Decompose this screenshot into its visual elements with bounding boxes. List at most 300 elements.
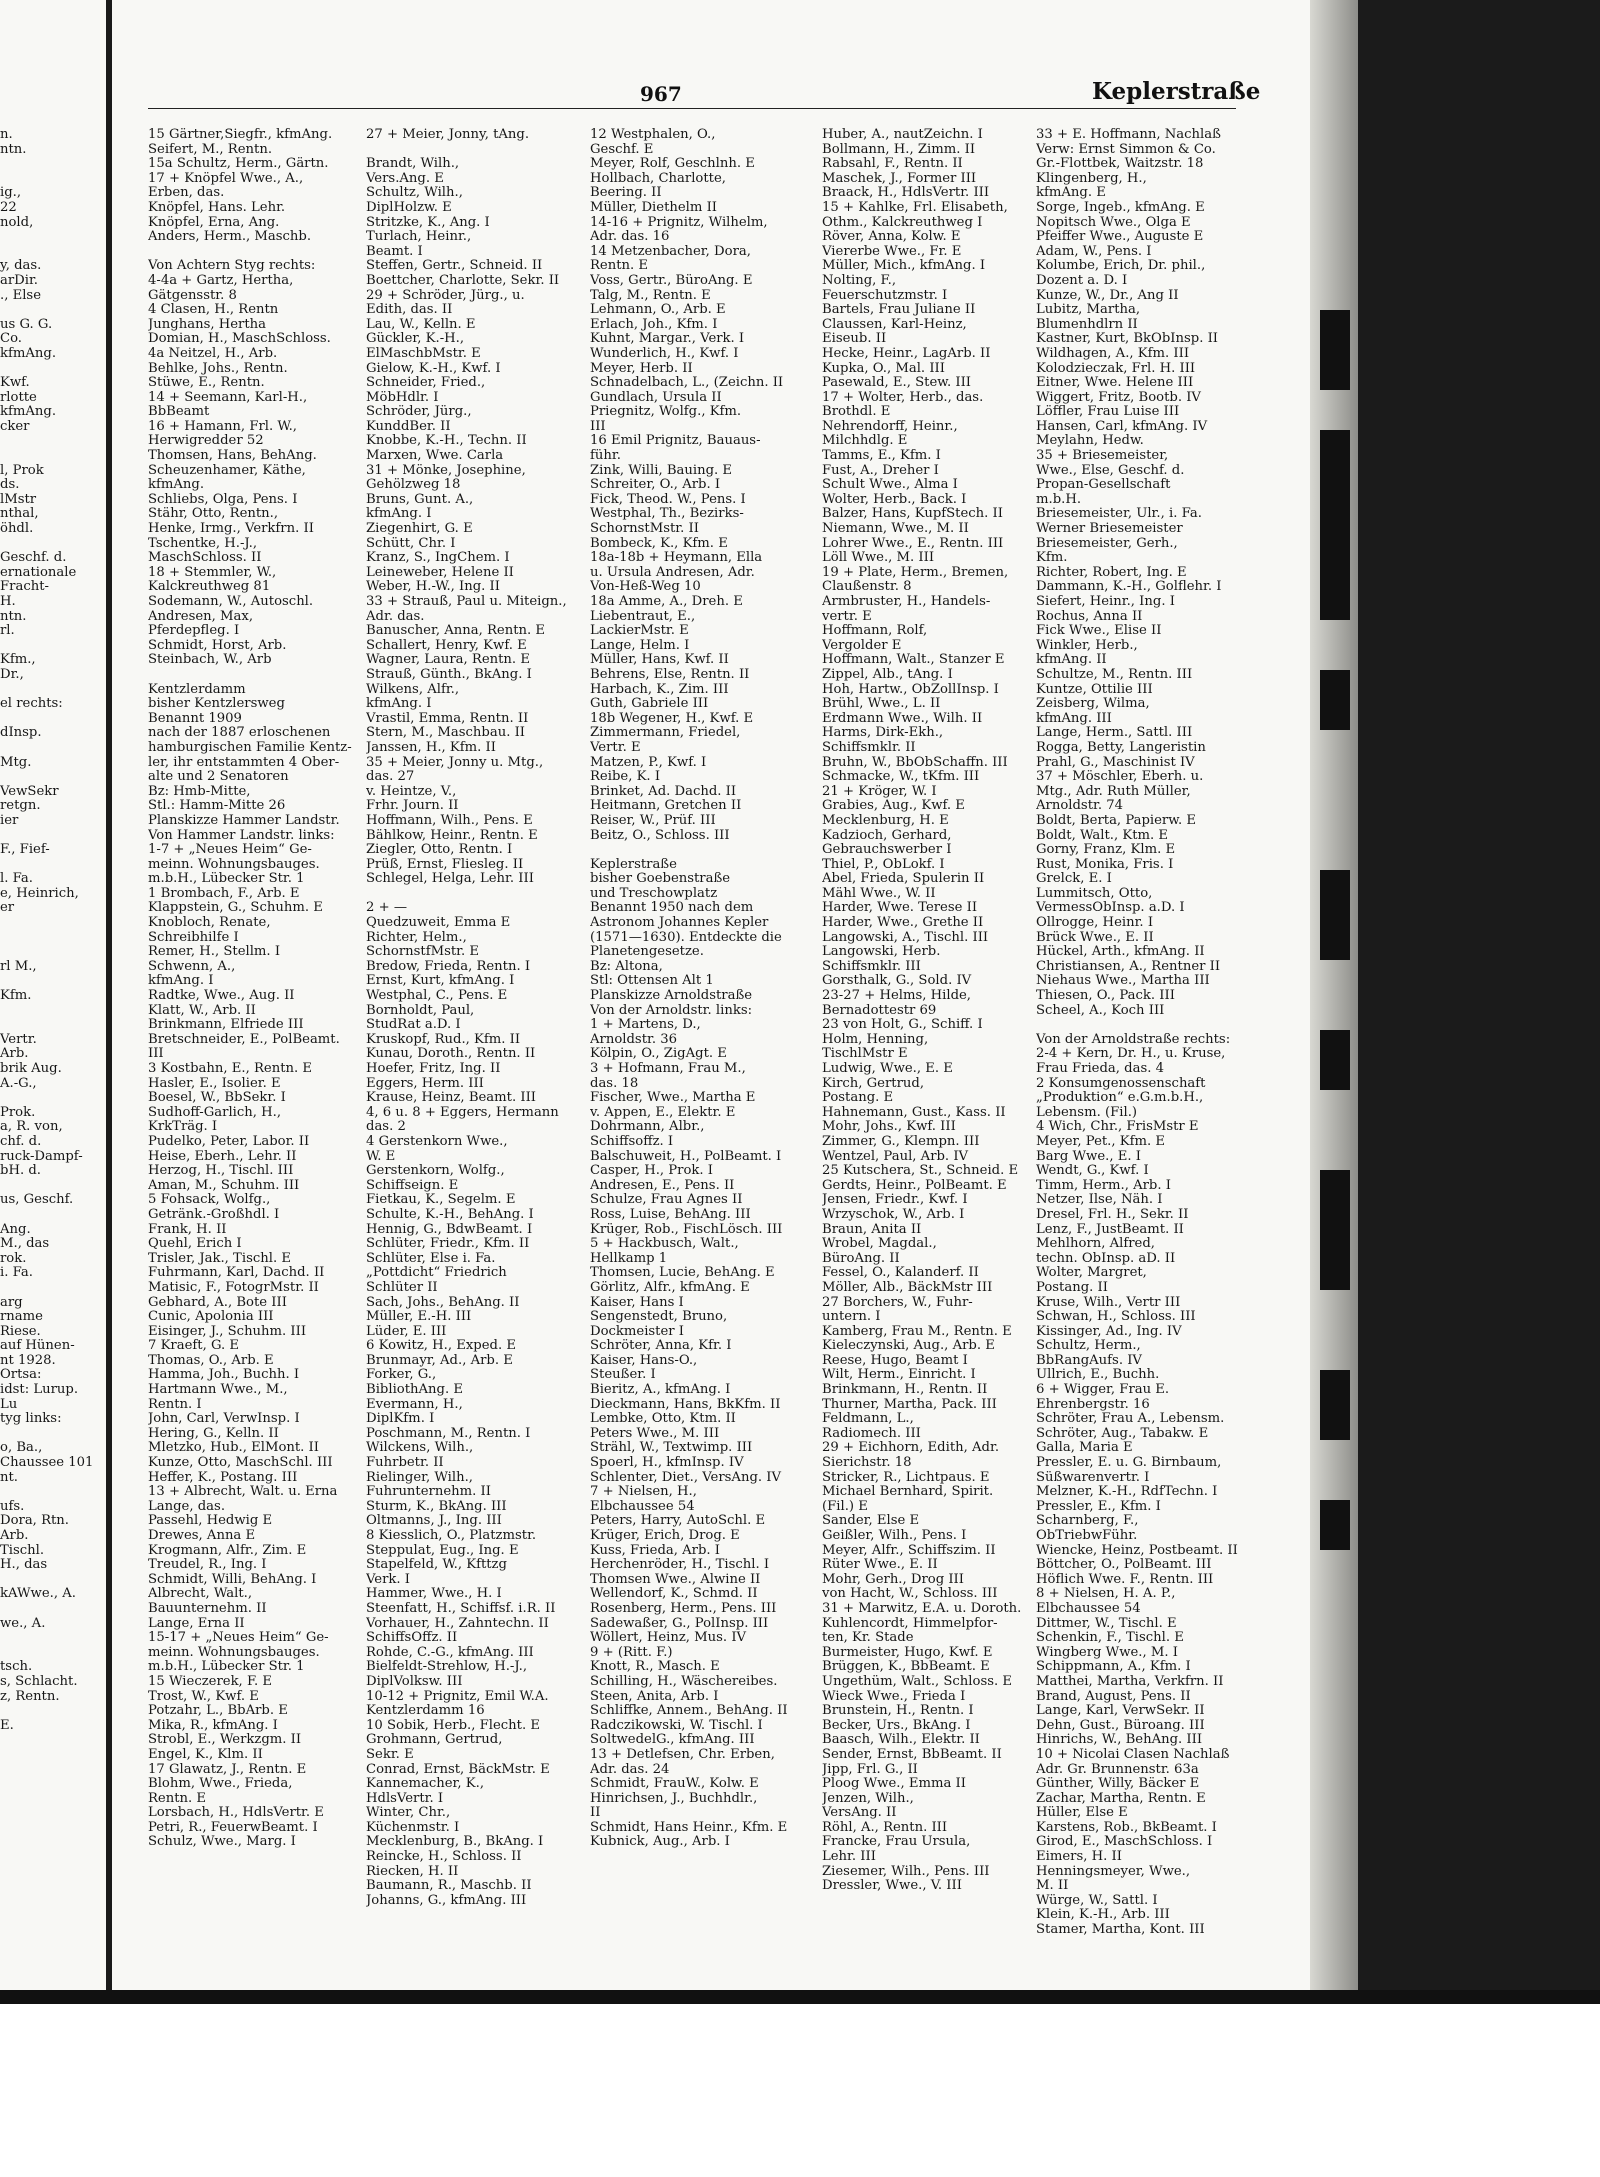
directory-line: kAWwe., A. bbox=[0, 1586, 76, 1602]
directory-line: Höflich Wwe. F., Rentn. III bbox=[1036, 1571, 1214, 1587]
directory-line bbox=[590, 843, 794, 858]
directory-line: Galla, Maria E bbox=[1036, 1440, 1133, 1456]
directory-line: Hollbach, Charlotte, bbox=[590, 170, 726, 186]
directory-line: Wilt, Herm., Einricht. I bbox=[822, 1367, 976, 1383]
directory-line: Schröter, Frau A., Lebensm. bbox=[1036, 1411, 1225, 1427]
directory-line: Schröder, Jürg., bbox=[366, 404, 472, 420]
directory-line: Schlenter, Diet., VersAng. IV bbox=[590, 1469, 782, 1485]
directory-line: 5 + Hackbusch, Walt., bbox=[590, 1236, 739, 1252]
directory-line: Strauß, Günth., BkAng. I bbox=[366, 666, 532, 682]
directory-line: Rentn. E bbox=[148, 1790, 207, 1806]
directory-line: Brand, August, Pens. II bbox=[1036, 1688, 1191, 1704]
directory-line: Michael Bernhard, Spirit. bbox=[822, 1484, 994, 1500]
directory-line: Schilling, H., Wäschereibes. bbox=[590, 1673, 778, 1689]
directory-line: Kruskopf, Rud., Kfm. II bbox=[366, 1031, 521, 1047]
directory-line: Fietkau, K., Segelm. E bbox=[366, 1192, 516, 1208]
directory-line: Eggers, Herm. III bbox=[366, 1075, 484, 1091]
directory-line: Niehaus Wwe., Martha III bbox=[1036, 973, 1210, 989]
directory-line: Arb. bbox=[0, 1528, 29, 1543]
directory-line: 18a-18b + Heymann, Ella bbox=[590, 550, 763, 566]
column-2 bbox=[366, 128, 574, 1908]
directory-line: Bielfeldt-Strehlow, H.-J., bbox=[366, 1659, 528, 1675]
directory-line: idst: Lurup. bbox=[0, 1382, 79, 1398]
directory-line: 7 + Nielsen, H., bbox=[590, 1484, 697, 1500]
directory-line: Claußenstr. 8 bbox=[822, 579, 912, 595]
directory-line: Henke, Irmg., Verkfrn. II bbox=[148, 521, 314, 537]
directory-line: Gerstenkorn, Wolfg., bbox=[366, 1163, 505, 1179]
directory-line: 15a Schultz, Herm., Gärtn. bbox=[148, 156, 329, 172]
directory-line: MöbHdlr. I bbox=[366, 389, 439, 405]
directory-line: Zeisberg, Wilma, bbox=[1036, 696, 1150, 712]
directory-line: Forker, G., bbox=[366, 1367, 437, 1383]
directory-line: kfmAng. III bbox=[1036, 710, 1112, 726]
directory-line: Müller, Mich., kfmAng. I bbox=[822, 258, 986, 274]
directory-line: „Pottdicht“ Friedrich bbox=[366, 1265, 507, 1281]
directory-line: arDir. bbox=[0, 272, 39, 288]
directory-line: bH. d. bbox=[0, 1163, 41, 1179]
directory-line: Junghans, Hertha bbox=[148, 316, 266, 332]
directory-line: Bredow, Frieda, Rentn. I bbox=[366, 958, 531, 974]
directory-line: m.b.H., Lübecker Str. 1 bbox=[148, 871, 305, 887]
directory-line: Karstens, Rob., BkBeamt. I bbox=[1036, 1819, 1217, 1835]
directory-line: l. Fa. bbox=[0, 871, 33, 887]
directory-line: Seifert, M., Rentn. bbox=[148, 141, 273, 157]
directory-line: ruck-Dampf- bbox=[0, 1148, 83, 1164]
directory-line bbox=[0, 712, 104, 727]
directory-line: „Produktion“ e.G.m.b.H., bbox=[1036, 1090, 1204, 1106]
directory-line bbox=[0, 639, 104, 654]
directory-line: 21 + Kröger, W. I bbox=[822, 783, 937, 799]
directory-line: 16 Emil Prignitz, Bauaus- bbox=[590, 433, 761, 449]
directory-line: Erdmann Wwe., Wilh. II bbox=[822, 710, 983, 726]
directory-line: Krüger, Rob., FischLösch. III bbox=[590, 1221, 783, 1237]
directory-line: techn. ObInsp. aD. II bbox=[1036, 1250, 1176, 1266]
directory-line: Aman, M., Schuhm. III bbox=[148, 1177, 300, 1193]
directory-line: Klingenberg, H., bbox=[1036, 170, 1147, 186]
directory-line: Elbchaussee 54 bbox=[1036, 1600, 1141, 1616]
directory-line: Kunze, Otto, MaschSchl. III bbox=[148, 1455, 333, 1471]
directory-line: Klatt, W., Arb. II bbox=[148, 1002, 256, 1018]
directory-line: Benannt 1909 bbox=[148, 710, 242, 726]
directory-line: Winter, Chr., bbox=[366, 1805, 451, 1821]
directory-line: Albrecht, Walt., bbox=[148, 1586, 253, 1602]
directory-line: Kubnick, Aug., Arb. I bbox=[590, 1834, 730, 1850]
directory-line: Scharnberg, F., bbox=[1036, 1513, 1139, 1529]
directory-line: Thurner, Martha, Pack. III bbox=[822, 1396, 997, 1412]
directory-line: rl. bbox=[0, 623, 15, 639]
directory-line: Knöpfel, Erna, Ang. bbox=[148, 214, 280, 230]
directory-line: Kaiser, Hans-O., bbox=[590, 1352, 698, 1368]
directory-line: Mtg. bbox=[0, 754, 32, 770]
directory-line: Vorhauer, H., Zahntechn. II bbox=[366, 1615, 549, 1631]
directory-line: Gorsthalk, G., Sold. IV bbox=[822, 973, 972, 989]
directory-line: Kannemacher, K., bbox=[366, 1776, 485, 1792]
directory-line: Kruse, Wilh., Vertr III bbox=[1036, 1294, 1181, 1310]
directory-line: Verw: Ernst Simmon & Co. bbox=[1036, 141, 1216, 157]
directory-line: Gr.-Flottbek, Waitzstr. 18 bbox=[1036, 156, 1204, 172]
directory-line: Reese, Hugo, Beamt I bbox=[822, 1352, 968, 1368]
directory-line: s, Schlacht. bbox=[0, 1673, 78, 1689]
directory-line: Knöpfel, Hans. Lehr. bbox=[148, 199, 286, 215]
directory-line: Treudel, R., Ing. I bbox=[148, 1557, 267, 1573]
directory-line: Trisler, Jak., Tischl. E bbox=[148, 1250, 291, 1266]
directory-line: Mohr, Johs., Kwf. III bbox=[822, 1119, 956, 1135]
directory-line: Lorsbach, H., HdlsVertr. E bbox=[148, 1805, 324, 1821]
directory-line: Geschf. d. bbox=[0, 550, 67, 566]
directory-line: 18 + Stemmler, W., bbox=[148, 564, 277, 580]
directory-line: Von der Arnoldstr. links: bbox=[590, 1002, 753, 1018]
directory-line: Knott, R., Masch. E bbox=[590, 1659, 720, 1675]
directory-line: 10 Sobik, Herb., Flecht. E bbox=[366, 1717, 540, 1733]
directory-line: 4, 6 u. 8 + Eggers, Hermann bbox=[366, 1104, 559, 1120]
directory-line: 2-4 + Kern, Dr. H., u. Kruse, bbox=[1036, 1046, 1226, 1062]
directory-line: Dozent a. D. I bbox=[1036, 272, 1128, 288]
directory-line: 10-12 + Prignitz, Emil W.A. bbox=[366, 1688, 549, 1704]
directory-line: 31 + Mönke, Josephine, bbox=[366, 462, 526, 478]
directory-line: ernationale bbox=[0, 564, 77, 580]
directory-line: 31 + Marwitz, E.A. u. Doroth. bbox=[822, 1600, 1022, 1616]
directory-line: Von Hammer Landstr. links: bbox=[148, 827, 335, 843]
directory-line: Westphal, C., Pens. E bbox=[366, 988, 508, 1004]
directory-line: Adr. das. 16 bbox=[590, 229, 670, 245]
directory-line: Wwe., Else, Geschf. d. bbox=[1036, 462, 1185, 478]
directory-line: Ortsa: bbox=[0, 1367, 42, 1383]
directory-line: Kaiser, Hans I bbox=[590, 1294, 684, 1310]
directory-line: Thomas, O., Arb. E bbox=[148, 1352, 274, 1368]
directory-line: Liebentraut, E., bbox=[590, 608, 696, 624]
directory-line: Ollrogge, Heinr. I bbox=[1036, 915, 1154, 931]
directory-line: III bbox=[148, 1046, 164, 1062]
directory-line: 4 Wich, Chr., FrisMstr E bbox=[1036, 1119, 1199, 1135]
directory-line: Hahnemann, Gust., Kass. II bbox=[822, 1104, 1006, 1120]
directory-line: Zimmer, G., Klempn. III bbox=[822, 1133, 980, 1149]
directory-line: Sadewaßer, G., PolInsp. III bbox=[590, 1615, 769, 1631]
directory-line: kfmAng. E bbox=[1036, 185, 1106, 201]
directory-line: Wolter, Margret, bbox=[1036, 1265, 1147, 1281]
directory-line: Sierichstr. 18 bbox=[822, 1455, 912, 1471]
directory-line: Von-Heß-Weg 10 bbox=[590, 579, 701, 595]
directory-line: Ploog Wwe., Emma II bbox=[822, 1776, 966, 1792]
directory-line: Hecke, Heinr., LagArb. II bbox=[822, 345, 991, 361]
directory-line: Wingberg Wwe., M. I bbox=[1036, 1644, 1178, 1660]
directory-line: Heise, Eberh., Lehr. II bbox=[148, 1148, 297, 1164]
directory-line: Mtg., Adr. Ruth Müller, bbox=[1036, 783, 1191, 799]
directory-line: 18b Wegener, H., Kwf. E bbox=[590, 710, 754, 726]
directory-line: Dockmeister I bbox=[590, 1323, 684, 1339]
directory-line: Thomsen, Lucie, BehAng. E bbox=[590, 1265, 775, 1281]
directory-line: 13 + Detlefsen, Chr. Erben, bbox=[590, 1746, 775, 1762]
directory-line: Gebhard, A., Bote III bbox=[148, 1294, 287, 1310]
directory-line: i. Fa. bbox=[0, 1265, 33, 1281]
directory-line: Schröter, Aug., Tabakw. E bbox=[1036, 1425, 1209, 1441]
directory-line: Fuhrmann, Karl, Dachd. II bbox=[148, 1265, 325, 1281]
directory-line: 2 Konsumgenossenschaft bbox=[1036, 1075, 1206, 1091]
directory-line: ds. bbox=[0, 477, 20, 493]
directory-line: VersAng. II bbox=[822, 1805, 897, 1821]
directory-line: ler, ihr entstammten 4 Ober- bbox=[148, 754, 340, 770]
directory-line: Kieleczynski, Aug., Arb. E bbox=[822, 1338, 995, 1354]
directory-line: Pressler, E. u. G. Birnbaum, bbox=[1036, 1455, 1222, 1471]
directory-line: Müller, E.-H. III bbox=[366, 1309, 472, 1325]
directory-line: Möller, Alb., BäckMstr III bbox=[822, 1279, 993, 1295]
directory-line: 16 + Hamann, Frl. W., bbox=[148, 418, 298, 434]
directory-line: LackierMstr. E bbox=[590, 623, 689, 639]
directory-line: rname bbox=[0, 1309, 43, 1325]
directory-line: m.b.H. bbox=[1036, 491, 1082, 507]
directory-line: Riese. bbox=[0, 1323, 41, 1339]
directory-line: Braack, H., HdlsVertr. III bbox=[822, 185, 990, 201]
directory-line: BbRangAufs. IV bbox=[1036, 1352, 1142, 1368]
directory-line: 9 + (Ritt. F.) bbox=[590, 1644, 673, 1660]
directory-line: Kolodzieczak, Frl. H. III bbox=[1036, 360, 1196, 376]
directory-line: Henningsmeyer, Wwe., bbox=[1036, 1863, 1191, 1879]
directory-line: 33 + Strauß, Paul u. Miteign., bbox=[366, 594, 567, 609]
directory-line: Richter, Robert, Ing. E bbox=[1036, 564, 1187, 580]
directory-line: Schult Wwe., Alma I bbox=[822, 477, 958, 493]
directory-line: Thiel, P., ObLokf. I bbox=[822, 856, 945, 872]
directory-line: ig., bbox=[0, 185, 22, 201]
directory-line: Girod, E., MaschSchloss. I bbox=[1036, 1834, 1213, 1850]
directory-line bbox=[1036, 1018, 1246, 1033]
directory-line: 23-27 + Helms, Hilde, bbox=[822, 988, 972, 1004]
directory-line: Radtke, Wwe., Aug. II bbox=[148, 988, 295, 1004]
directory-line: Löffler, Frau Luise III bbox=[1036, 404, 1180, 420]
directory-line: Erlach, Joh., Kfm. I bbox=[590, 316, 718, 332]
directory-line: Kfm., bbox=[0, 652, 36, 668]
directory-line: Schmacke, W., tKfm. III bbox=[822, 769, 980, 785]
directory-line: Krogmann, Alfr., Zim. E bbox=[148, 1542, 307, 1558]
directory-line: H., das bbox=[0, 1557, 48, 1573]
directory-line: Andresen, Max, bbox=[148, 608, 254, 624]
directory-line: Christiansen, A., Rentner II bbox=[1036, 958, 1221, 974]
directory-line: Rosenberg, Herm., Pens. III bbox=[590, 1600, 777, 1616]
directory-line: Hinrichs, W., BehAng. III bbox=[1036, 1732, 1203, 1748]
directory-line: Steen, Anita, Arb. I bbox=[590, 1688, 719, 1704]
directory-line: 8 Kiesslich, O., Platzmstr. bbox=[366, 1528, 537, 1543]
directory-line: Braun, Anita II bbox=[822, 1221, 922, 1237]
running-head: Keplerstraße bbox=[1092, 78, 1261, 105]
directory-line: Brinkmann, Elfriede III bbox=[148, 1017, 304, 1033]
directory-line: Lange, Herm., Sattl. III bbox=[1036, 725, 1193, 741]
directory-line: Tamms, E., Kfm. I bbox=[822, 448, 941, 464]
directory-line: Nolting, F., bbox=[822, 272, 897, 288]
directory-line: Schreiter, O., Arb. I bbox=[590, 477, 721, 493]
directory-line: u. Ursula Andresen, Adr. bbox=[590, 564, 755, 580]
directory-line: Wilckens, Wilh., bbox=[366, 1440, 474, 1456]
directory-line: rlotte bbox=[0, 389, 37, 405]
directory-line: Pferdepfleg. I bbox=[148, 623, 240, 639]
directory-line: Voss, Gertr., BüroAng. E bbox=[590, 272, 753, 288]
directory-line: Petri, R., FeuerwBeamt. I bbox=[148, 1819, 318, 1835]
directory-line: chf. d. bbox=[0, 1133, 42, 1149]
directory-line: vertr. E bbox=[822, 608, 872, 624]
directory-line: Schiffsmklr. III bbox=[822, 958, 921, 974]
directory-line: Fracht- bbox=[0, 579, 49, 595]
directory-line: Blumenhdlrn II bbox=[1036, 316, 1138, 332]
directory-line: Ernst, Kurt, kfmAng. I bbox=[366, 973, 515, 989]
directory-line: Vergolder E bbox=[822, 637, 902, 653]
directory-line: Klein, K.-H., Arb. III bbox=[1036, 1907, 1170, 1923]
directory-line: Rentn. I bbox=[148, 1396, 202, 1412]
directory-line: Knobloch, Renate, bbox=[148, 915, 271, 931]
directory-line: Schultz, Herm., bbox=[1036, 1338, 1141, 1354]
directory-line: 13 + Albrecht, Walt. u. Erna bbox=[148, 1484, 338, 1500]
directory-line: Pressler, E., Kfm. I bbox=[1036, 1498, 1161, 1514]
directory-line: Schlüter, Else i. Fa. bbox=[366, 1250, 496, 1266]
directory-line: Schulte, K.-H., BehAng. I bbox=[366, 1206, 534, 1222]
directory-line: BbBeamt bbox=[148, 404, 210, 420]
directory-line: 17 Glawatz, J., Rentn. E bbox=[148, 1761, 307, 1777]
directory-line: Hennig, G., BdwBeamt. I bbox=[366, 1221, 533, 1237]
directory-line: 35 + Briesemeister, bbox=[1036, 448, 1169, 464]
directory-line: Fust, A., Dreher I bbox=[822, 462, 939, 478]
directory-line: Harder, Wwe., Grethe II bbox=[822, 915, 984, 931]
directory-line: Fick Wwe., Elise II bbox=[1036, 623, 1162, 639]
directory-line: Netzer, Ilse, Näh. I bbox=[1036, 1192, 1163, 1208]
directory-line: Kastner, Kurt, BkObInsp. II bbox=[1036, 331, 1219, 347]
directory-line: Trost, W., Kwf. E bbox=[148, 1688, 259, 1704]
directory-line: Tischl. bbox=[0, 1542, 45, 1558]
directory-line: Schreibhilfe I bbox=[148, 929, 239, 945]
directory-line: W. E bbox=[366, 1148, 396, 1164]
directory-line: 14 + Seemann, Karl-H., bbox=[148, 389, 308, 405]
directory-line: Anders, Herm., Maschb. bbox=[148, 229, 312, 245]
directory-line bbox=[0, 1485, 104, 1500]
directory-line: Kuss, Frieda, Arb. I bbox=[590, 1542, 721, 1558]
directory-line: Dora, Rtn. bbox=[0, 1513, 69, 1529]
directory-line: Planskizze Arnoldstraße bbox=[590, 988, 753, 1004]
directory-line bbox=[0, 741, 104, 756]
directory-line: 6 + Wigger, Frau E. bbox=[1036, 1382, 1170, 1398]
page-number: 967 bbox=[640, 82, 682, 106]
directory-line: Evermann, H., bbox=[366, 1396, 463, 1412]
directory-line: DiplVolksw. III bbox=[366, 1673, 463, 1689]
directory-line: Hoh, Hartw., ObZollInsp. I bbox=[822, 681, 999, 697]
directory-line: bisher Goebenstraße bbox=[590, 871, 731, 887]
directory-line: Chaussee 101 bbox=[0, 1455, 94, 1471]
directory-line: Frank, H. II bbox=[148, 1221, 227, 1237]
directory-line: Harms, Dirk-Ekh., bbox=[822, 725, 944, 741]
directory-line: Andresen, E., Pens. II bbox=[590, 1177, 735, 1193]
directory-line: Zimmermann, Friedel, bbox=[590, 725, 741, 741]
directory-line: Gebrauchswerber I bbox=[822, 842, 952, 858]
directory-line: Rogga, Betty, Langeristin bbox=[1036, 739, 1206, 755]
directory-line: Reincke, H., Schloss. II bbox=[366, 1849, 522, 1865]
directory-line: 19 + Plate, Herm., Bremen, bbox=[822, 564, 1009, 580]
directory-line: n. bbox=[0, 128, 13, 142]
directory-line bbox=[0, 1631, 104, 1646]
directory-line: Johanns, G., kfmAng. III bbox=[366, 1892, 527, 1908]
directory-line: Wildhagen, A., Kfm. III bbox=[1036, 345, 1190, 361]
directory-line: Gerdts, Heinr., PolBeamt. E bbox=[822, 1177, 1007, 1193]
directory-line: 2 + — bbox=[366, 900, 408, 916]
directory-line: Quedzuweit, Emma E bbox=[366, 915, 511, 931]
directory-line: Eiseub. II bbox=[822, 331, 887, 347]
directory-line: Wellendorf, K., Schmd. II bbox=[590, 1586, 758, 1602]
directory-line: Thomsen Wwe., Alwine II bbox=[590, 1571, 761, 1587]
directory-line: Mehlhorn, Alfred, bbox=[1036, 1236, 1155, 1252]
directory-line: Behrens, Else, Rentn. II bbox=[590, 666, 750, 682]
directory-line: Zippel, Alb., tAng. I bbox=[822, 666, 953, 682]
directory-line bbox=[0, 974, 104, 989]
directory-line: Hellkamp 1 bbox=[590, 1250, 668, 1266]
directory-line: Stüwe, E., Rentn. bbox=[148, 375, 265, 391]
directory-line: Schlüter II bbox=[366, 1279, 438, 1295]
directory-line: Boesel, W., BbSekr. I bbox=[148, 1090, 286, 1106]
directory-line: Spoerl, H., kfmInsp. IV bbox=[590, 1455, 744, 1471]
directory-line: Müller, Diethelm II bbox=[590, 199, 717, 215]
directory-line: Brühl, Wwe., L. II bbox=[822, 696, 941, 712]
directory-line bbox=[0, 1704, 104, 1719]
directory-line: kfmAng. II bbox=[1036, 652, 1107, 668]
directory-line: nold, bbox=[0, 214, 34, 230]
directory-line: Holm, Henning, bbox=[822, 1031, 929, 1047]
directory-line: Lembke, Otto, Ktm. II bbox=[590, 1411, 736, 1427]
directory-line: Claussen, Karl-Heinz, bbox=[822, 316, 967, 332]
directory-line: Baasch, Wilh., Elektr. II bbox=[822, 1732, 980, 1748]
directory-line: Küchenmstr. I bbox=[366, 1819, 460, 1835]
directory-line bbox=[0, 537, 104, 552]
directory-line: Hückel, Arth., kfmAng. II bbox=[1036, 944, 1205, 960]
directory-line: Steenfatt, H., Schiffsf. i.R. II bbox=[366, 1600, 556, 1616]
directory-line bbox=[148, 245, 353, 260]
directory-line: Milchhdlg. E bbox=[822, 433, 908, 449]
directory-line: Drewes, Anna E bbox=[148, 1528, 256, 1543]
directory-line: Hering, G., Kelln. II bbox=[148, 1425, 279, 1441]
directory-line bbox=[0, 172, 104, 187]
directory-line: Dittmer, W., Tischl. E bbox=[1036, 1615, 1177, 1631]
directory-line bbox=[0, 303, 104, 318]
directory-line: 5 Fohsack, Wolfg., bbox=[148, 1192, 271, 1208]
directory-line: Lohrer Wwe., E., Rentn. III bbox=[822, 535, 1004, 551]
directory-line: Prok. bbox=[0, 1104, 36, 1120]
directory-line: Frhr. Journ. II bbox=[366, 798, 459, 814]
directory-line: Lange, das. bbox=[148, 1498, 226, 1514]
directory-line: Stricker, R., Lichtpaus. E bbox=[822, 1469, 990, 1485]
directory-line: Pasewald, E., Stew. III bbox=[822, 375, 971, 391]
directory-line: Grohmann, Gertrud, bbox=[366, 1732, 503, 1748]
directory-line: Pfeiffer Wwe., Auguste E bbox=[1036, 229, 1204, 245]
directory-line: SchiffsOffz. II bbox=[366, 1630, 458, 1646]
directory-line: 6 Kowitz, H., Exped. E bbox=[366, 1338, 516, 1354]
column-3 bbox=[590, 128, 794, 1850]
directory-line: Schnadelbach, L., (Zeichn. II bbox=[590, 375, 784, 391]
directory-line: kfmAng. I bbox=[366, 696, 432, 712]
directory-line: Schröter, Anna, Kfr. I bbox=[590, 1338, 732, 1354]
directory-line: Vers.Ang. E bbox=[366, 170, 444, 186]
directory-line: Langowski, A., Tischl. III bbox=[822, 929, 989, 945]
directory-line: H. bbox=[0, 594, 16, 609]
directory-line bbox=[0, 858, 104, 873]
directory-line bbox=[0, 434, 104, 449]
directory-line: 27 Borchers, W., Fuhr- bbox=[822, 1294, 973, 1310]
directory-line: Kuhlencordt, Himmelpfor- bbox=[822, 1615, 998, 1631]
directory-line: von Hacht, W., Schloss. III bbox=[822, 1586, 998, 1602]
directory-line: Meylahn, Hedw. bbox=[1036, 433, 1144, 449]
directory-line: Bz: Hmb-Mitte, bbox=[148, 783, 251, 799]
directory-line: Ross, Luise, BehAng. III bbox=[590, 1206, 751, 1222]
directory-line: Grabies, Aug., Kwf. E bbox=[822, 798, 965, 814]
directory-line: Hinrichsen, J., Buchhdlr., bbox=[590, 1790, 758, 1806]
directory-line: Gätgensstr. 8 bbox=[148, 287, 237, 303]
directory-line bbox=[0, 1004, 104, 1019]
directory-line: 1 + Martens, D., bbox=[590, 1017, 701, 1033]
directory-line: Elbchaussee 54 bbox=[590, 1498, 695, 1514]
directory-line: Hartmann Wwe., M., bbox=[148, 1382, 288, 1398]
directory-line: Schliffke, Annem., BehAng. II bbox=[590, 1703, 788, 1719]
directory-line: meinn. Wohnungsbauges. bbox=[148, 856, 320, 872]
directory-line bbox=[0, 945, 104, 960]
